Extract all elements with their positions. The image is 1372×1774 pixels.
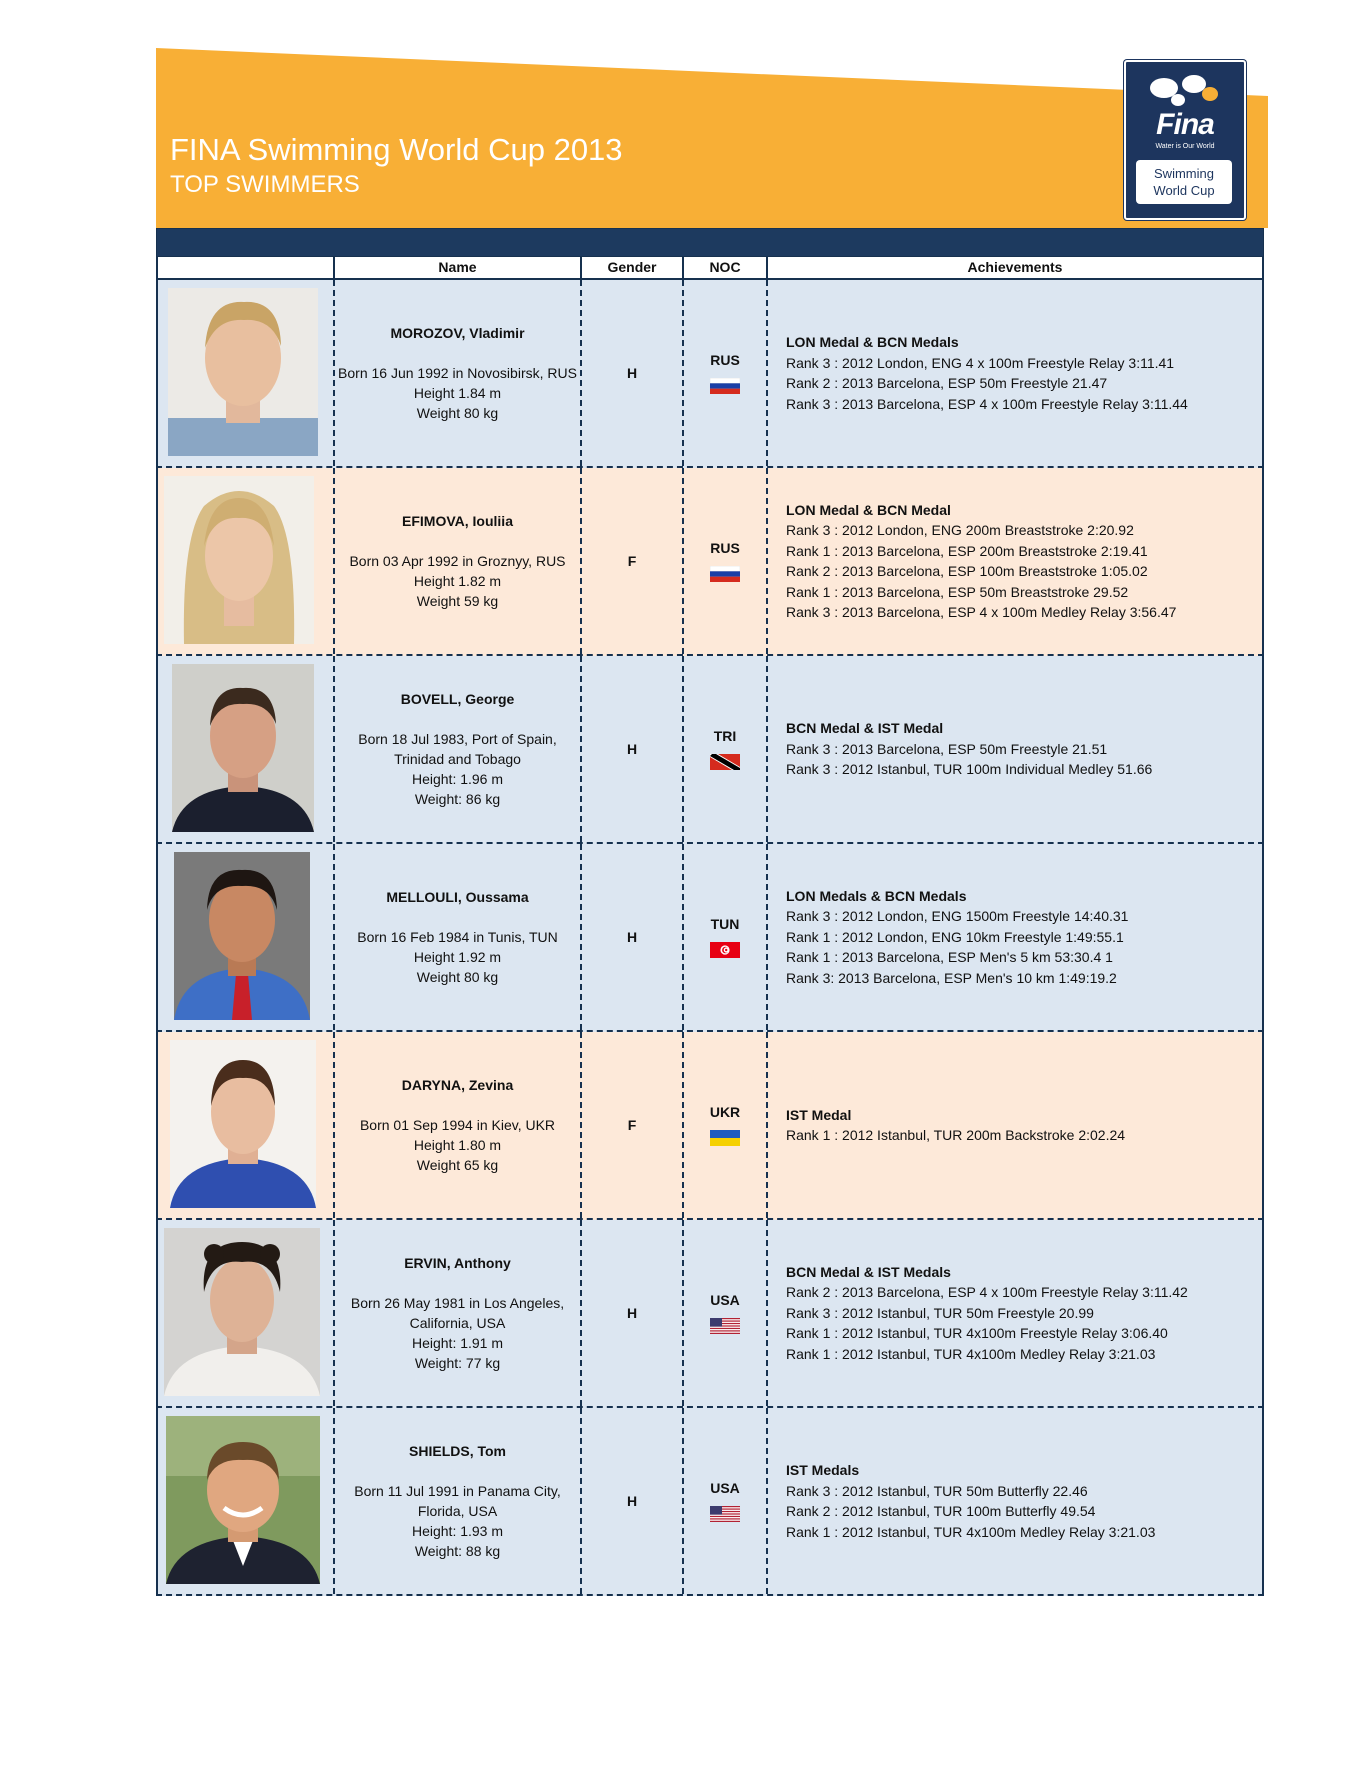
achievements-title: BCN Medal & IST Medals [786, 1263, 951, 1280]
bio-line: Weight 59 kg [416, 593, 499, 609]
table-row [156, 1032, 1264, 1220]
name-cell [333, 1408, 580, 1594]
noc-cell [682, 1408, 766, 1594]
swimmer-name: MELLOULI, Oussama [386, 889, 529, 905]
name-cell [333, 468, 580, 654]
name-cell [333, 844, 580, 1030]
bio-line: Height 1.80 m [413, 1137, 502, 1153]
name-cell [333, 1032, 580, 1218]
table-row [156, 656, 1264, 844]
noc-cell [682, 844, 766, 1030]
bio-line: California, USA [409, 1315, 506, 1331]
header-name: Name [333, 257, 580, 278]
swimmer-name: MOROZOV, Vladimir [390, 325, 525, 341]
gender-cell: H [580, 656, 682, 842]
noc-code: RUS [710, 540, 740, 556]
page-title: FINA Swimming World Cup 2013 [170, 132, 623, 167]
achievement-item: Rank 3 : 2013 Barcelona, ESP 4 x 100m Medley Relay 3:56.47 [786, 604, 1177, 620]
achievement-item: Rank 1 : 2012 Istanbul, TUR 4x100m Medley Relay 3:21.03 [786, 1345, 1156, 1362]
bio-line: Born 26 May 1981 in Los Angeles, [350, 1295, 565, 1311]
swimmer-photo [168, 288, 318, 456]
tunisia-flag-icon [710, 942, 740, 958]
achievement-item: Rank 1 : 2013 Barcelona, ESP 200m Breaststroke 2:19.41 [786, 542, 1148, 559]
noc-cell [682, 1220, 766, 1406]
swimmer-name: EFIMOVA, Iouliia [402, 513, 513, 529]
bio-line: Weight: 77 kg [414, 1355, 501, 1371]
bio-line: Trinidad and Tobago [394, 751, 521, 767]
gender-cell: F [580, 1032, 682, 1218]
noc-cell [682, 656, 766, 842]
bio-line: Height: 1.93 m [411, 1523, 504, 1539]
swimmer-photo [174, 852, 310, 1020]
achievements-cell [766, 1032, 1262, 1218]
achievement-item: Rank 3: 2013 Barcelona, ESP Men's 10 km 1:49:19.2 [786, 969, 1117, 986]
swimmer-photo [170, 1040, 316, 1208]
logo-event-line1: Swimming [1154, 166, 1214, 181]
achievements-title: IST Medals [786, 1462, 860, 1478]
noc-cell [682, 468, 766, 654]
achievement-item: Rank 2 : 2013 Barcelona, ESP 100m Breaststroke 1:05.02 [786, 563, 1148, 579]
achievement-item: Rank 2 : 2013 Barcelona, ESP 4 x 100m Freestyle Relay 3:11.42 [786, 1284, 1188, 1301]
gender-cell: F [580, 468, 682, 654]
header-noc: NOC [682, 257, 766, 278]
noc-code: USA [710, 1480, 740, 1496]
gender-cell: H [580, 280, 682, 466]
achievements-title: LON Medals & BCN Medals [786, 887, 967, 904]
noc-code: TRI [713, 728, 737, 744]
achievement-item: Rank 3 : 2012 Istanbul, TUR 50m Butterfly 22.46 [786, 1482, 1088, 1499]
table-row [156, 468, 1264, 656]
swimmer-name: DARYNA, Zevina [401, 1077, 514, 1093]
table-row [156, 280, 1264, 468]
noc-code: TUN [710, 916, 740, 932]
achievements-title: BCN Medal & IST Medal [786, 720, 944, 737]
noc-code: UKR [709, 1104, 741, 1120]
table-row [156, 1408, 1264, 1596]
bio-line: Weight: 86 kg [414, 791, 501, 807]
swimmer-name: SHIELDS, Tom [409, 1443, 506, 1459]
noc-code: USA [710, 1292, 740, 1308]
ukraine-flag-icon [710, 1130, 740, 1146]
swimmer-photo [166, 1416, 320, 1584]
achievement-item: Rank 1 : 2012 Istanbul, TUR 4x100m Freestyle Relay 3:06.40 [786, 1325, 1168, 1342]
achievement-item: Rank 2 : 2012 Istanbul, TUR 100m Butterfly 49.54 [786, 1503, 1096, 1519]
achievement-item: Rank 3 : 2012 London, ENG 1500m Freestyle 14:40.31 [786, 908, 1129, 925]
achievement-item: Rank 1 : 2013 Barcelona, ESP 50m Breaststroke 29.52 [786, 583, 1129, 600]
achievement-item: Rank 3 : 2012 Istanbul, TUR 100m Individual Medley 51.66 [786, 761, 1153, 778]
noc-code: RUS [710, 352, 740, 368]
bio-line: Height 1.92 m [413, 949, 502, 965]
achievement-item: Rank 1 : 2012 Istanbul, TUR 4x100m Medley Relay 3:21.03 [786, 1523, 1156, 1540]
achievements-cell [766, 656, 1262, 842]
bio-line: Weight 80 kg [416, 405, 499, 421]
noc-cell [682, 280, 766, 466]
gender-cell: H [580, 1220, 682, 1406]
photo-cell [158, 656, 333, 842]
photo-cell [158, 468, 333, 654]
achievement-item: Rank 1 : 2012 Istanbul, TUR 200m Backstroke 2:02.24 [786, 1127, 1126, 1143]
bio-line: Weight 80 kg [416, 969, 499, 985]
bio-line: Born 03 Apr 1992 in Groznyy, RUS [349, 553, 566, 569]
achievements-cell [766, 468, 1262, 654]
achievement-item: Rank 3 : 2012 London, ENG 4 x 100m Freestyle Relay 3:11.41 [786, 354, 1175, 371]
achievements-title: IST Medal [786, 1106, 852, 1123]
photo-cell [158, 844, 333, 1030]
noc-cell [682, 1032, 766, 1218]
table-row [156, 1220, 1264, 1408]
name-cell [333, 656, 580, 842]
bio-line: Weight 65 kg [416, 1157, 499, 1173]
logo-tagline: Water is Our World [1155, 143, 1215, 150]
achievement-item: Rank 3 : 2013 Barcelona, ESP 50m Freestyle 21.51 [786, 740, 1108, 757]
achievements-title: LON Medal & BCN Medal [786, 501, 951, 518]
trinidad-flag-icon [710, 754, 740, 770]
swimmer-name: BOVELL, George [400, 691, 515, 707]
achievement-item: Rank 1 : 2012 London, ENG 10km Freestyle 1:49:55.1 [786, 928, 1124, 945]
table-row [156, 844, 1264, 1032]
name-cell [333, 1220, 580, 1406]
achievement-item: Rank 3 : 2012 Istanbul, TUR 50m Freestyle 20.99 [786, 1304, 1094, 1321]
table-header-row [156, 256, 1264, 280]
header-photo [158, 257, 333, 278]
russia-flag-icon [710, 378, 740, 394]
swimmer-name: ERVIN, Anthony [404, 1255, 511, 1271]
russia-flag-icon [710, 566, 740, 582]
gender-cell: H [580, 844, 682, 1030]
name-cell [333, 280, 580, 466]
achievement-item: Rank 2 : 2013 Barcelona, ESP 50m Freestyle 21.47 [786, 375, 1108, 391]
bio-line: Florida, USA [417, 1503, 498, 1519]
bio-line: Born 01 Sep 1994 in Kiev, UKR [359, 1117, 556, 1133]
globe-icon [1144, 70, 1224, 110]
bio-line: Height 1.84 m [413, 385, 502, 401]
achievements-cell [766, 844, 1262, 1030]
fina-logo [1124, 60, 1246, 220]
logo-event-badge [1136, 160, 1232, 204]
bio-line: Weight: 88 kg [414, 1543, 501, 1559]
logo-event-line2: World Cup [1153, 183, 1215, 198]
gender-cell: H [580, 1408, 682, 1594]
page-subtitle: TOP SWIMMERS [170, 171, 360, 198]
bio-line: Height: 1.96 m [411, 771, 504, 787]
bio-line: Born 16 Feb 1984 in Tunis, TUN [357, 929, 558, 945]
bio-line: Born 18 Jul 1983, Port of Spain, [358, 731, 557, 747]
usa-flag-icon [710, 1506, 740, 1522]
bio-line: Born 16 Jun 1992 in Novosibirsk, RUS [338, 365, 577, 381]
logo-brand: Fina [1156, 108, 1214, 141]
table-top-bar [156, 228, 1264, 256]
usa-flag-icon [710, 1318, 740, 1334]
achievement-item: Rank 3 : 2013 Barcelona, ESP 4 x 100m Freestyle Relay 3:11.44 [786, 395, 1188, 412]
photo-cell [158, 280, 333, 466]
bio-line: Born 11 Jul 1991 in Panama City, [354, 1483, 561, 1499]
swimmer-photo [164, 476, 314, 644]
photo-cell [158, 1408, 333, 1594]
swimmer-photo [164, 1228, 320, 1396]
achievements-title: LON Medal & BCN Medals [786, 334, 959, 350]
bio-line: Height 1.82 m [413, 573, 502, 589]
swimmers-table [156, 228, 1264, 1596]
achievements-cell [766, 1408, 1262, 1594]
photo-cell [158, 1032, 333, 1218]
header-gender: Gender [580, 257, 682, 278]
bio-line: Height: 1.91 m [411, 1335, 504, 1351]
achievement-item: Rank 3 : 2012 London, ENG 200m Breaststroke 2:20.92 [786, 522, 1134, 538]
photo-cell [158, 1220, 333, 1406]
achievements-cell [766, 280, 1262, 466]
achievements-cell [766, 1220, 1262, 1406]
swimmer-photo [172, 664, 314, 832]
header-achievements: Achievements [766, 257, 1262, 278]
achievement-item: Rank 1 : 2013 Barcelona, ESP Men's 5 km 53:30.4 1 [786, 949, 1113, 966]
